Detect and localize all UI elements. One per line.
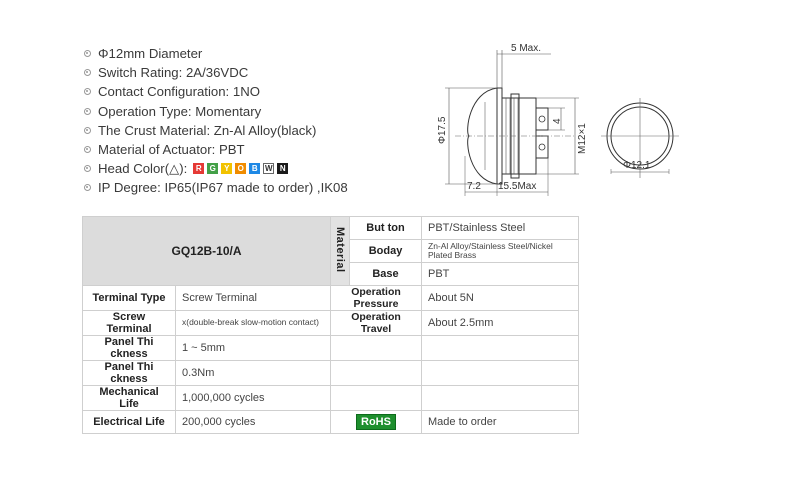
screw-terminal-label: Screw Terminal xyxy=(83,311,176,336)
dim-15-5: 15.5Max xyxy=(498,181,537,192)
dimension-drawing xyxy=(425,36,680,196)
color-chip-white: W xyxy=(265,164,273,174)
spec-item: Contact Configuration: 1NO xyxy=(84,82,348,101)
bullet-icon xyxy=(84,69,91,76)
empty-cell xyxy=(331,361,422,386)
dim-m12: M12×1 xyxy=(577,123,588,154)
color-chip-orange: O xyxy=(235,163,246,174)
dim-4: 4 xyxy=(552,118,563,124)
electrical-life-value: 200,000 cycles xyxy=(176,411,331,434)
color-chip-blue: B xyxy=(249,163,260,174)
button-value: PBT/Stainless Steel xyxy=(422,217,579,240)
panel-thickness2-value: 0.3Nm xyxy=(176,361,331,386)
base-value: PBT xyxy=(422,263,579,286)
bullet-icon xyxy=(84,146,91,153)
bullet-icon xyxy=(84,127,91,134)
mechanical-life-label: Mechanical Life xyxy=(83,386,176,411)
spec-table xyxy=(82,216,579,434)
spec-item: Switch Rating: 2A/36VDC xyxy=(84,63,348,82)
button-label: But ton xyxy=(350,217,422,240)
color-chip-black: N xyxy=(277,163,288,174)
operation-travel-label: Operation Travel xyxy=(331,311,422,336)
rohs-badge: RoHS xyxy=(356,414,396,430)
spec-item: Material of Actuator: PBT xyxy=(84,140,348,159)
operation-pressure-value: About 5N xyxy=(422,286,579,311)
model-cell: GQ12B-10/A xyxy=(83,217,331,286)
mechanical-life-value: 1,000,000 cycles xyxy=(176,386,331,411)
bullet-icon xyxy=(84,165,91,172)
terminal-upper xyxy=(536,108,548,130)
empty-cell xyxy=(422,386,579,411)
spec-item-head-color: Head Color(△): R G Y O B W N xyxy=(84,159,348,178)
dim-17-5: Φ17.5 xyxy=(437,116,448,144)
color-chip-green: G xyxy=(207,163,218,174)
panel-thickness-value: 1 ~ 5mm xyxy=(176,336,331,361)
dim-5max: 5 Max. xyxy=(511,43,542,54)
base-label: Base xyxy=(350,263,422,286)
terminal-type-value: Screw Terminal xyxy=(176,286,331,311)
screw-terminal-value: x(double-break slow-motion contact) xyxy=(176,311,331,336)
bullet-icon xyxy=(84,88,91,95)
spec-item: IP Degree: IP65(IP67 made to order) ,IK08 xyxy=(84,178,348,197)
screw-upper-icon xyxy=(539,116,545,122)
panel-thickness2-label: Panel Thi ckness xyxy=(83,361,176,386)
empty-cell xyxy=(422,336,579,361)
operation-travel-value: About 2.5mm xyxy=(422,311,579,336)
terminal-type-label: Terminal Type xyxy=(83,286,176,311)
spec-item: Φ12mm Diameter xyxy=(84,44,348,63)
electrical-life-label: Electrical Life xyxy=(83,411,176,434)
empty-cell xyxy=(422,361,579,386)
body-label: Boday xyxy=(350,240,422,263)
color-chip-red: R xyxy=(193,163,204,174)
spec-list xyxy=(84,44,348,198)
panel-thickness-label: Panel Thi ckness xyxy=(83,336,176,361)
screw-lower-icon xyxy=(539,144,545,150)
made-to-order-value: Made to order xyxy=(422,411,579,434)
empty-cell xyxy=(331,386,422,411)
color-chip-yellow: Y xyxy=(221,163,232,174)
material-header: Material xyxy=(331,217,350,286)
spec-item: The Crust Material: Zn-Al Alloy(black) xyxy=(84,121,348,140)
body-value: Zn-Al Alloy/Stainless Steel/Nickel Plated Brass xyxy=(422,240,579,263)
operation-pressure-label: Operation Pressure xyxy=(331,286,422,311)
bullet-icon xyxy=(84,184,91,191)
bullet-icon xyxy=(84,108,91,115)
rohs-cell xyxy=(331,411,422,434)
bullet-icon xyxy=(84,50,91,57)
empty-cell xyxy=(331,336,422,361)
terminal-lower xyxy=(536,136,548,158)
dim-7-2: 7.2 xyxy=(467,181,481,192)
dim-12-1: Φ12.1 xyxy=(623,160,651,171)
spec-item: Operation Type: Momentary xyxy=(84,102,348,121)
